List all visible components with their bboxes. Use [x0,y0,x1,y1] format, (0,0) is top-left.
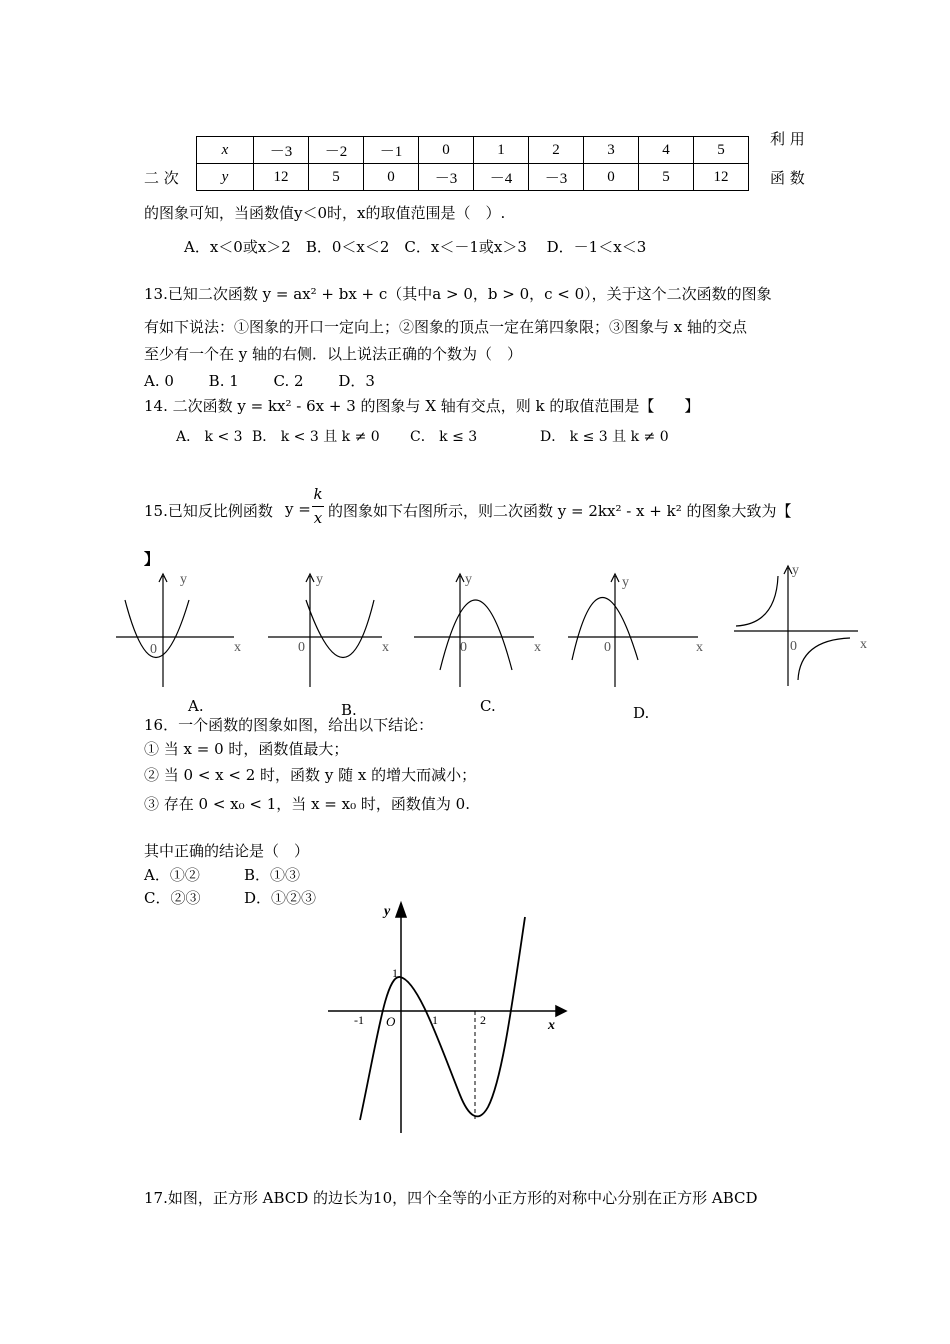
q12-stem: 的图象可知，当函数值y＜0时，x的取值范围是（ ）. [144,204,506,222]
q12-side-text-bottom: 函 数 [770,169,805,187]
origin-label: 0 [298,640,305,655]
q15-label-c: C. [480,697,496,715]
graph-y-label: y [384,904,391,919]
table-cell: 0 [584,164,639,191]
table-cell: 5 [694,137,749,164]
axis-y-label: y [180,572,187,587]
axis-y-label: y [622,575,629,590]
q16-stem: 16．一个函数的图象如图，给出以下结论： [144,716,434,734]
table-cell: 3 [584,137,639,164]
origin-label: 0 [604,640,611,655]
table-cell: 2 [529,137,584,164]
axis-x-label: x [382,640,389,655]
table-cell: －4 [474,164,529,191]
q15-formula-lhs: y = [285,500,311,518]
table-cell: －3 [529,164,584,191]
q14-stem: 14. 二次函数 y = kx² - 6x + 3 的图象与 X 轴有交点，则 k 的取值范围是【 】 [144,397,700,415]
x-axis-arrow [556,1006,566,1016]
y-axis-arrow [396,903,406,917]
table-cell: 4 [639,137,694,164]
table-cell: －2 [309,137,364,164]
q16-option-d: D．①②③ [244,889,317,907]
table-cell: 5 [309,164,364,191]
table-cell: 12 [254,164,309,191]
axis-x-label: x [534,640,541,655]
origin-label: 0 [790,639,797,654]
table-row-y [197,164,749,191]
q13-options: A. 0 B. 1 C. 2 D．3 [144,372,375,390]
table-cell: 5 [639,164,694,191]
q16-conclusion-2: ② 当 0 < x < 2 时，函数 y 随 x 的增大而减小； [144,766,477,784]
origin-label: 0 [460,640,467,655]
q15-label-d: D. [633,704,650,722]
graph-reference-hyperbola [734,566,858,686]
q12-value-table [196,136,749,191]
q16-function-graph [320,895,570,1140]
q15-stem-prefix: 15.已知反比例函数 [144,502,273,520]
q13-line2: 有如下说法：①图象的开口一定向上；②图象的顶点一定在第四象限；③图象与 x 轴的交点 [144,318,747,336]
graph-b [268,574,382,687]
origin-label: 0 [150,642,157,657]
q15-fraction-numerator: k [313,485,323,503]
q12-options: A．x＜0或x＞2 B．0＜x＜2 C．x＜－1或x＞3 D．－1＜x＜3 [184,238,647,256]
axis-x-label: x [696,640,703,655]
q16-question: 其中正确的结论是（ ） [144,842,310,860]
axis-y-label: y [465,572,472,587]
graph-origin-label: O [386,1014,396,1029]
table-header-x: x [197,137,254,164]
axis-x-label: x [234,640,241,655]
graph-x-label: x [548,1018,555,1033]
graph-tick-y1: 1 [392,966,398,980]
table-cell: 12 [694,164,749,191]
q16-conclusion-1: ① 当 x = 0 时，函数值最大； [144,740,349,758]
table-cell: 0 [364,164,419,191]
table-row-x [197,137,749,164]
table-cell: 0 [419,137,474,164]
graph-tick-neg1: -1 [354,1013,364,1027]
axis-y-label: y [316,572,323,587]
table-header-y: y [197,164,254,191]
q15-graphs [110,560,910,720]
q15-fraction-denominator: x [313,509,323,527]
q17-line1: 17.如图，正方形 ABCD 的边长为10，四个全等的小正方形的对称中心分别在正方形 ABCD [144,1189,758,1207]
q14-option-b: B． k < 3 且 k ≠ 0 [252,429,380,445]
table-cell: 1 [474,137,529,164]
table-cell: －1 [364,137,419,164]
q15-stem-close: 】 [144,550,160,568]
axis-x-label: x [860,637,867,652]
q12-side-text-top: 利 用 [770,130,805,148]
q16-option-b: B．①③ [244,866,301,884]
q14-option-c: C． k ≤ 3 [410,429,478,445]
q15-fraction-bar [312,506,324,507]
table-cell: －3 [254,137,309,164]
q16-option-c: C．②③ [144,889,201,907]
graph-tick-2: 2 [480,1013,486,1027]
q14-option-a: A． k < 3 [176,429,243,445]
graph-c [414,574,534,687]
q15-label-a: A. [188,697,204,715]
graph-a [116,574,234,687]
q15-label-b: B. [341,701,357,719]
function-curve [360,917,525,1120]
q16-option-a: A．①② [144,866,200,884]
q13-line3: 至少有一个在 y 轴的右侧．以上说法正确的个数为（ ） [144,345,523,363]
axis-y-label: y [792,563,799,578]
q15-stem-suffix: 的图象如下右图所示，则二次函数 y = 2kx² - x + k² 的图象大致为【 [328,502,792,520]
graph-d [568,574,698,687]
q12-side-text-left: 二 次 [144,169,179,187]
graph-tick-1: 1 [432,1013,438,1027]
q16-conclusion-3: ③ 存在 0 < x₀ < 1，当 x = x₀ 时，函数值为 0. [144,795,470,813]
q14-option-d: D． k ≤ 3 且 k ≠ 0 [540,429,669,445]
q13-line1: 13.已知二次函数 y = ax² + bx + c（其中a > 0，b > 0，c < 0），关于这个二次函数的图象 [144,285,772,303]
table-cell: －3 [419,164,474,191]
